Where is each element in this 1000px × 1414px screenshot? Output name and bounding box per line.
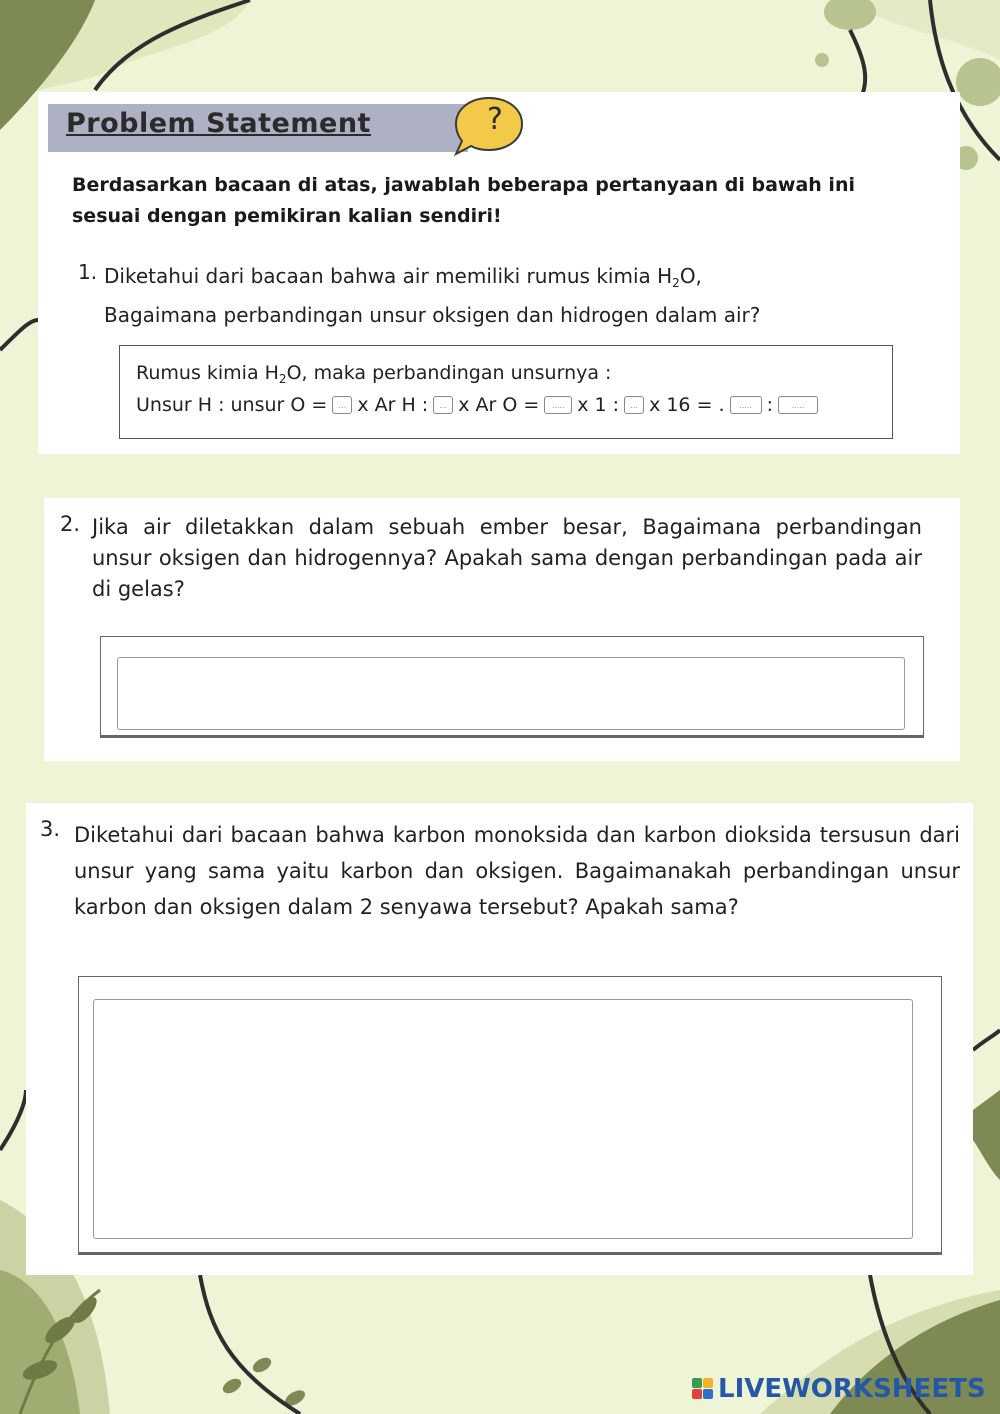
subscript: 2 bbox=[672, 276, 680, 290]
page-title: Problem Statement bbox=[66, 108, 371, 139]
answer-text: Unsur H : unsur O = bbox=[136, 394, 328, 416]
logo-grid-icon bbox=[692, 1378, 714, 1400]
logo-text: LIVEWORKSHEETS bbox=[718, 1374, 986, 1404]
subscript: 2 bbox=[278, 372, 287, 386]
liveworksheets-logo[interactable] bbox=[692, 1374, 986, 1404]
answer-text: x Ar O = bbox=[458, 394, 540, 416]
problem-statement-card bbox=[38, 92, 960, 454]
question-number: 2. bbox=[60, 512, 81, 536]
blank-input[interactable]: ... bbox=[332, 396, 352, 414]
blank-input[interactable]: ... bbox=[433, 396, 453, 414]
question-2-text: Jika air diletakkan dalam sebuah ember besar, Bagaimana perbandingan unsur oksigen dan hidrogennya? Apakah sama dengan perbandingan pada air di gelas? bbox=[92, 515, 922, 601]
question-mark-glyph: ? bbox=[487, 102, 503, 137]
answer-text: Rumus kimia H bbox=[136, 362, 279, 384]
answer-text: O, maka perbandingan unsurnya : bbox=[286, 362, 612, 384]
answer-text: x Ar H : bbox=[357, 394, 429, 416]
question-number: 1. bbox=[78, 260, 98, 284]
question-1-line1: Diketahui dari bacaan bahwa air memiliki rumus kimia H bbox=[104, 264, 673, 288]
question-1-text bbox=[104, 260, 894, 331]
answer-input-3[interactable] bbox=[93, 999, 913, 1239]
answer-input-2[interactable] bbox=[117, 657, 905, 730]
answer-frame-3 bbox=[78, 976, 942, 1255]
blank-input[interactable]: ..... bbox=[778, 396, 818, 414]
blank-input[interactable]: ... bbox=[624, 396, 644, 414]
question-number: 3. bbox=[40, 817, 61, 841]
question-3-text: Diketahui dari bacaan bahwa karbon monoksida dan karbon dioksida tersusun dari unsur yang sama yaitu karbon dan oksigen. Bagaimanakah perbandingan unsur karbon dan oksigen dalam 2 senyawa tersebut? Apakah sama? bbox=[74, 823, 960, 919]
instruction-text: Berdasarkan bacaan di atas, jawablah beberapa pertanyaan di bawah ini sesuai dengan pemikiran kalian sendiri! bbox=[72, 174, 855, 227]
answer-text: x 1 : bbox=[577, 394, 620, 416]
question-2-card bbox=[44, 498, 960, 761]
blank-input[interactable]: ..... bbox=[544, 396, 572, 414]
question-1-line2: Bagaimana perbandingan unsur oksigen dan hidrogen dalam air? bbox=[104, 303, 761, 327]
answer-line-1 bbox=[136, 362, 611, 386]
question-1-line1-end: O, bbox=[679, 264, 702, 288]
blank-input[interactable]: ..... bbox=[730, 396, 762, 414]
question-3-card bbox=[26, 803, 973, 1275]
answer-text: x 16 = . bbox=[649, 394, 725, 416]
answer-frame-2 bbox=[100, 636, 924, 738]
answer-line-2 bbox=[136, 394, 818, 416]
answer-text: : bbox=[766, 394, 773, 416]
answer-box-1 bbox=[119, 345, 893, 439]
